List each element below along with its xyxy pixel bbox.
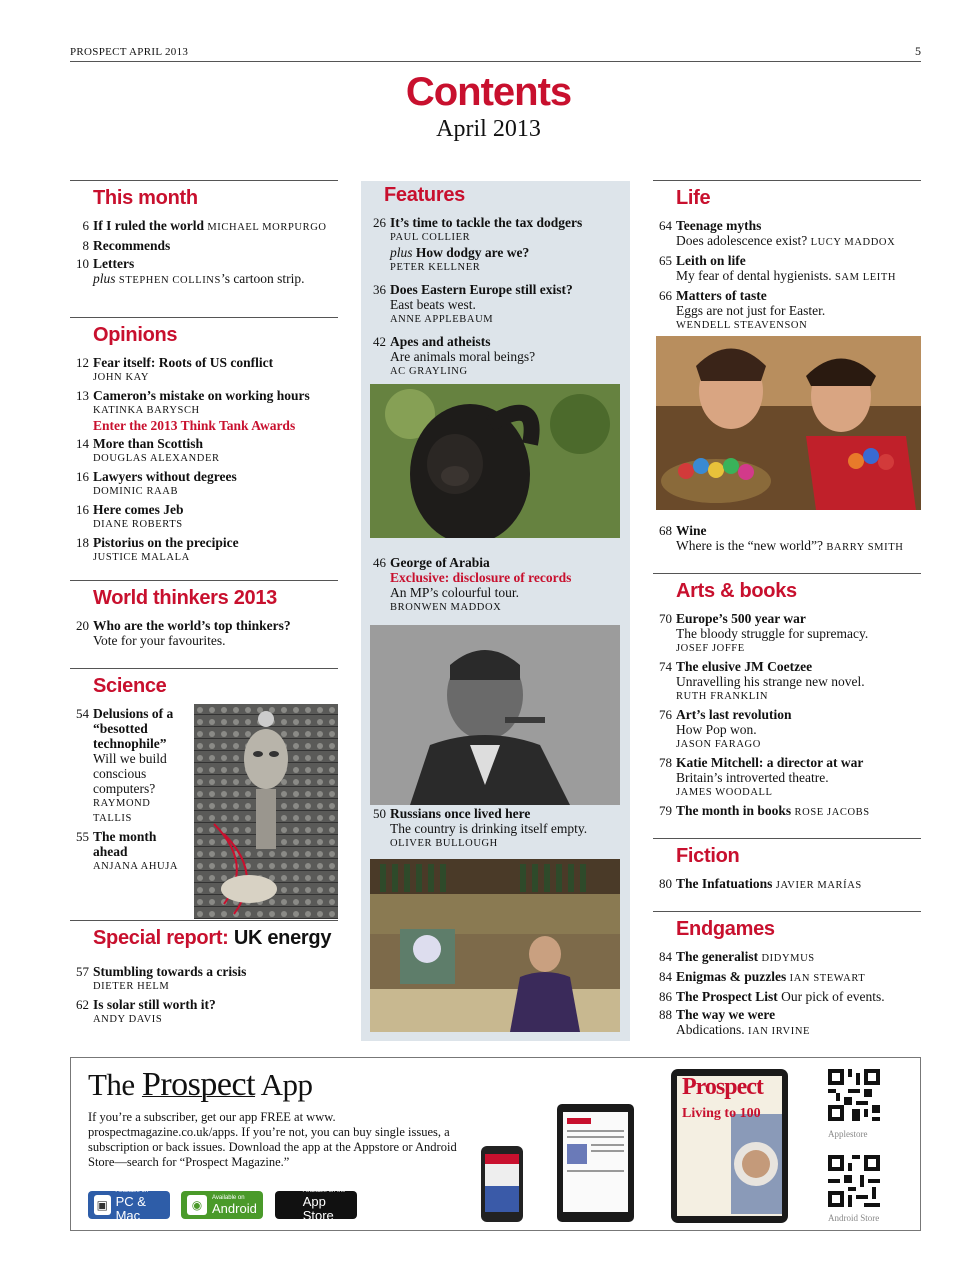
toc-entry[interactable]: 62 Is solar still worth it? ANDY DAVIS [76,997,216,1025]
toc-entry[interactable]: 76 Art’s last revolution How Pop won. JASON FARAGO [659,707,792,750]
toc-entry[interactable]: 54 Delusions of a “besotted technophile” Will we build conscious computers? RAYMOND TALLIS [76,706,174,824]
android-store-button[interactable]: ◉ Available on Android [181,1191,263,1219]
toc-entry[interactable]: 6 If I ruled the world MICHAEL MORPURGO [82,218,327,233]
toc-entry[interactable]: 80 The Infatuations JAVIER MARÍAS [659,876,862,891]
toc-entry[interactable]: 86 The Prospect List Our pick of events. [659,989,885,1004]
android-icon: ◉ [187,1195,207,1215]
apple-icon [281,1195,298,1215]
toc-entry[interactable]: 36 Does Eastern Europe still exist? East beats west. ANNE APPLEBAUM [373,282,573,325]
bonobo-photo [370,384,620,538]
toc-entry[interactable]: 14 More than Scottish DOUGLAS ALEXANDER [76,436,220,464]
special-report-section [70,920,338,1030]
life-section [653,180,921,336]
fiction-section [653,838,921,896]
android-store-qr-code[interactable] [828,1155,880,1207]
toc-entry[interactable]: 13 Cameron’s mistake on working hours KATINKA BARYSCH Enter the 2013 Think Tank Awards [70,388,338,433]
phone-device [481,1146,523,1222]
toc-entry[interactable]: 64 Teenage myths Does adolescence exist? LUCY MADDOX [659,218,896,248]
toc-entry[interactable]: 50 Russians once lived here The country is drinking itself empty. OLIVER BULLOUGH [373,806,588,849]
easter-eggs-photo [656,336,921,510]
life-entry-wine [653,523,921,558]
features-section [361,181,621,382]
toc-entry[interactable]: 88 The way we were Abdications. IAN IRVINE [659,1007,811,1037]
pc-icon: ▣ [94,1195,111,1215]
app-promo-text: If you’re a subscriber, get our app FREE at www. prospectmagazine.co.uk/apps. If you’re not, you can buy single issues, a subscription or back issues. Download the app at the Appstore or Android Store—search for “Prospect Magazine.” [88,1110,457,1169]
toc-entry[interactable]: 42 Apes and atheists Are animals moral beings? AC GRAYLING [373,334,536,377]
section-heading: Endgames [676,918,775,940]
toc-entry[interactable]: 55 The month ahead ANJANA AHUJA [76,829,179,872]
page-title: Contents [405,70,572,114]
applestore-qr-code[interactable] [828,1069,880,1121]
toc-entry[interactable]: 16 Lawyers without degrees DOMINIC RAAB [76,469,237,497]
section-heading: Features [384,184,465,206]
applestore-qr-label: Applestore [828,1129,868,1139]
pc-mac-store-button[interactable]: ▣ Available on PC & Mac [88,1191,170,1219]
promo-link[interactable]: Enter the 2013 Think Tank Awards [93,418,296,433]
toc-entry[interactable]: 84 Enigmas & puzzles IAN STEWART [659,969,866,984]
endgames-section [653,911,921,1042]
small-tablet-device [557,1104,634,1222]
toc-entry[interactable]: 74 The elusive JM Coetzee Unravelling his strange new novel. RUTH FRANKLIN [659,659,865,702]
app-promo-title: The Prospect App [88,1066,313,1103]
running-head: PROSPECT APRIL 2013 [70,46,189,58]
world-thinkers-section [70,580,338,651]
features-entry-george [367,555,627,618]
toc-entry[interactable]: 70 Europe’s 500 year war The bloody struggle for supremacy. JOSEF JOFFE [659,611,869,654]
cover-headline: Living to 100 [682,1106,761,1121]
section-heading: Opinions [93,324,178,346]
section-heading: Life [676,187,711,209]
section-heading: Special report: UK energy [93,927,332,949]
toc-entry[interactable]: 16 Here comes Jeb DIANE ROBERTS [76,502,184,530]
cover-brand: Prospect [682,1074,763,1100]
toc-entry[interactable]: 8 Recommends [82,238,171,253]
section-heading: Fiction [676,845,740,867]
app-store-button[interactable]: Available on the App Store [275,1191,357,1219]
section-heading: Science [93,675,167,697]
this-month-section [70,180,338,291]
promo-link[interactable]: Exclusive: disclosure of records [390,570,572,585]
arts-books-section [653,573,921,823]
toc-entry[interactable]: 68 Wine Where is the “new world”? BARRY SMITH [659,523,904,553]
opinions-section [70,317,338,568]
toc-entry[interactable]: 12 Fear itself: Roots of US conflict JOHN KAY [76,355,274,383]
toc-entry[interactable]: 26 It’s time to tackle the tax dodgers PAUL COLLIER plus How dodgy are we? PETER KELLNER [373,215,583,273]
toc-entry[interactable]: 65 Leith on life My fear of dental hygienists. SAM LEITH [659,253,897,283]
toc-entry[interactable]: 46 George of Arabia Exclusive: disclosure of records An MP’s colourful tour. BRONWEN MADDOX [367,555,627,615]
section-heading: This month [93,187,198,209]
toc-entry[interactable]: 84 The generalist DIDYMUS [659,949,815,964]
section-heading: World thinkers 2013 [93,587,277,609]
toc-entry[interactable]: 20 Who are the world’s top thinkers? Vote for your favourites. [76,618,291,648]
android-store-qr-label: Android Store [828,1213,880,1223]
features-entry-russians [367,806,627,854]
george-photo [370,625,620,805]
page-number: 5 [915,44,921,58]
robot-illustration [194,704,338,919]
toc-entry[interactable]: 66 Matters of taste Eggs are not just for Easter. WENDELL STEAVENSON [659,288,826,331]
page-subtitle: April 2013 [436,116,541,142]
toc-entry[interactable]: 10 Letters plus STEPHEN COLLINS’s cartoon strip. [76,256,305,286]
toc-entry[interactable]: 57 Stumbling towards a crisis DIETER HELM [76,964,247,992]
shop-photo [370,859,620,1032]
toc-entry[interactable]: 78 Katie Mitchell: a director at war Britain’s introverted theatre. JAMES WOODALL [659,755,864,798]
toc-entry[interactable]: 18 Pistorius on the precipice JUSTICE MALALA [76,535,239,563]
section-heading: Arts & books [676,580,797,602]
top-rule [70,61,921,62]
toc-entry[interactable]: 79 The month in books ROSE JACOBS [659,803,870,818]
